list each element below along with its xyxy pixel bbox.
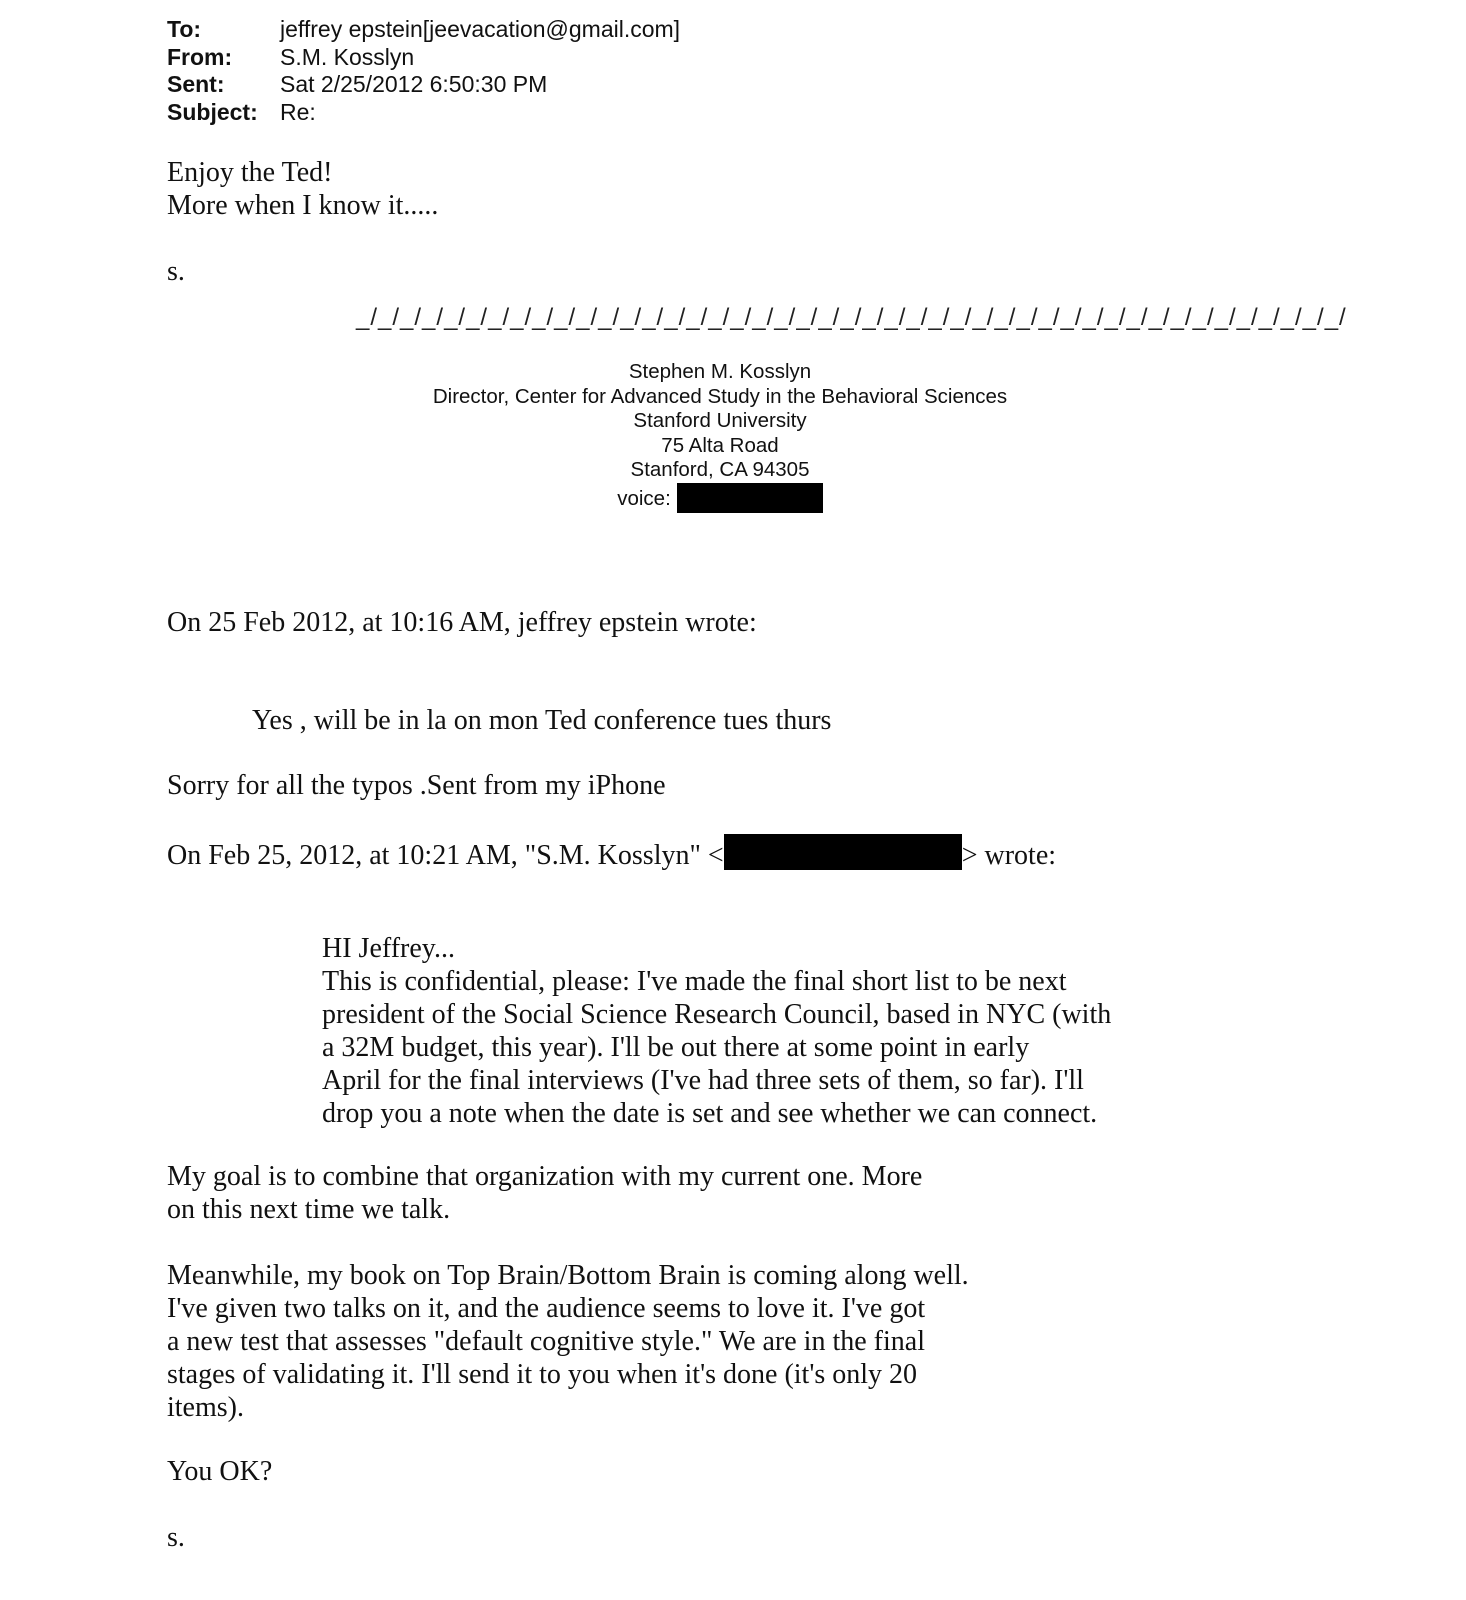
quoted-line: HI Jeffrey...	[322, 933, 455, 964]
from-row	[167, 44, 680, 72]
book-line: I've given two talks on it, and the audience seems to love it. I've got	[167, 1293, 926, 1324]
quoted-line: president of the Social Science Research Council, based in NYC (with	[322, 999, 1112, 1030]
subject-label: Subject:	[167, 98, 258, 125]
subject-row	[167, 99, 680, 127]
body-line-1: Enjoy the Ted!	[167, 157, 333, 188]
quoted-line: This is confidential, please: I've made the final short list to be next	[322, 966, 1067, 997]
signature-city: Stanford, CA 94305	[630, 458, 810, 482]
reply1-footer: Sorry for all the typos .Sent from my iPhone	[167, 770, 666, 801]
signature-rule: _/_/_/_/_/_/_/_/_/_/_/_/_/_/_/_/_/_/_/_/_/_/_/_/_/_/_/_/_/_/_/_/_/_/_/_/_/_/_/_/_/_/_/_/_/	[356, 304, 1347, 331]
signature-street: 75 Alta Road	[661, 433, 779, 457]
signature-name: Stephen M. Kosslyn	[628, 360, 812, 383]
sent-row	[167, 71, 680, 99]
quoted-line: April for the final interviews (I've had three sets of them, so far). I'll	[322, 1065, 1084, 1096]
to-row	[167, 16, 680, 44]
signature-org: Stanford University	[633, 409, 807, 433]
reply2-attribution-suffix: > wrote:	[961, 840, 1057, 871]
sent-value: Sat 2/25/2012 6:50:30 PM	[280, 71, 548, 97]
subject-value: Re:	[280, 98, 316, 125]
goal-line: on this next time we talk.	[167, 1194, 451, 1225]
email-header	[167, 16, 680, 126]
reply1-attribution: On 25 Feb 2012, at 10:16 AM, jeffrey epstein wrote:	[167, 607, 757, 638]
quoted-line: drop you a note when the date is set and see whether we can connect.	[322, 1098, 1098, 1129]
closing-initial: s.	[167, 1522, 185, 1553]
to-label: To:	[167, 16, 202, 42]
from-label: From:	[167, 43, 233, 70]
book-line: stages of validating it. I'll send it to you when it's done (it's only 20	[167, 1359, 918, 1390]
redaction-box	[677, 483, 823, 513]
book-paragraph	[167, 1259, 969, 1424]
signature-block	[380, 360, 1060, 513]
reply2-attribution-prefix: On Feb 25, 2012, at 10:21 AM, "S.M. Kosslyn" <	[167, 840, 724, 871]
book-line: Meanwhile, my book on Top Brain/Bottom Brain is coming along well.	[167, 1260, 969, 1291]
signature-title: Director, Center for Advanced Study in the Behavioral Sciences	[432, 384, 1008, 408]
book-line: items).	[167, 1392, 244, 1423]
quoted-line: a 32M budget, this year). I'll be out there at some point in early	[322, 1032, 1030, 1063]
reply1-message: Yes , will be in la on mon Ted conference tues thurs	[252, 705, 832, 736]
to-value: jeffrey epstein[jeevacation@gmail.com]	[280, 16, 681, 42]
redaction-box	[724, 834, 962, 870]
reply2-attribution	[167, 834, 1056, 872]
body-line-2: More when I know it.....	[167, 190, 439, 221]
quoted-message	[322, 932, 1111, 1130]
closing-question: You OK?	[167, 1456, 273, 1487]
goal-paragraph	[167, 1160, 922, 1226]
goal-line: My goal is to combine that organization with my current one. More	[167, 1161, 923, 1192]
body-initial: s.	[167, 256, 185, 287]
from-value: S.M. Kosslyn	[280, 43, 415, 70]
sent-label: Sent:	[167, 71, 225, 97]
book-line: a new test that assesses "default cognitive style." We are in the final	[167, 1326, 925, 1357]
voice-label: voice:	[617, 486, 671, 510]
signature-voice-row	[380, 483, 1060, 513]
